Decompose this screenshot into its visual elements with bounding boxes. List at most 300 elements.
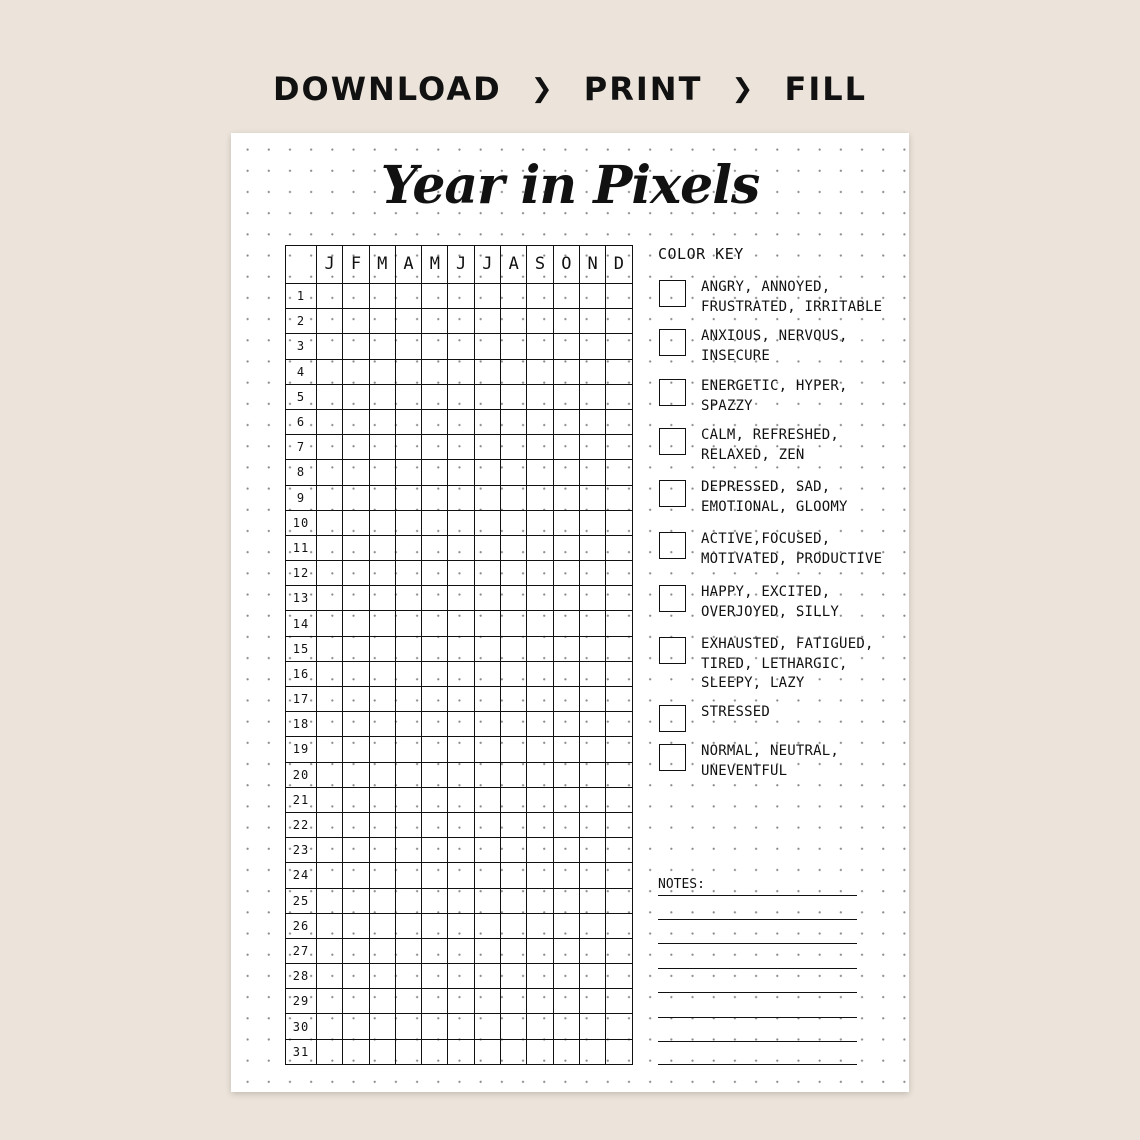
pixel-cell[interactable] [527, 989, 553, 1014]
pixel-cell[interactable] [527, 384, 553, 409]
pixel-cell[interactable] [343, 812, 369, 837]
pixel-cell[interactable] [527, 938, 553, 963]
pixel-cell[interactable] [317, 1014, 343, 1039]
pixel-cell[interactable] [369, 284, 395, 309]
pixel-cell[interactable] [474, 838, 500, 863]
pixel-cell[interactable] [448, 384, 474, 409]
pixel-cell[interactable] [317, 661, 343, 686]
pixel-cell[interactable] [553, 334, 579, 359]
pixel-cell[interactable] [501, 838, 527, 863]
pixel-cell[interactable] [474, 284, 500, 309]
pixel-cell[interactable] [474, 409, 500, 434]
pixel-cell[interactable] [579, 334, 605, 359]
pixel-cell[interactable] [579, 964, 605, 989]
pixel-cell[interactable] [448, 1014, 474, 1039]
pixel-cell[interactable] [579, 586, 605, 611]
pixel-cell[interactable] [369, 812, 395, 837]
pixel-cell[interactable] [606, 913, 632, 938]
pixel-cell[interactable] [501, 409, 527, 434]
pixel-cell[interactable] [553, 586, 579, 611]
pixel-cell[interactable] [501, 989, 527, 1014]
pixel-cell[interactable] [474, 687, 500, 712]
pixel-cell[interactable] [501, 661, 527, 686]
pixel-cell[interactable] [369, 611, 395, 636]
pixel-cell[interactable] [343, 863, 369, 888]
pixel-cell[interactable] [369, 510, 395, 535]
pixel-cell[interactable] [606, 309, 632, 334]
pixel-cell[interactable] [422, 636, 448, 661]
pixel-cell[interactable] [395, 636, 421, 661]
pixel-cell[interactable] [422, 309, 448, 334]
pixel-cell[interactable] [448, 762, 474, 787]
notes-line[interactable] [658, 968, 857, 969]
pixel-cell[interactable] [369, 309, 395, 334]
pixel-cell[interactable] [579, 762, 605, 787]
pixel-cell[interactable] [527, 1014, 553, 1039]
color-swatch-box[interactable] [659, 480, 686, 507]
pixel-cell[interactable] [474, 435, 500, 460]
pixel-cell[interactable] [395, 384, 421, 409]
pixel-cell[interactable] [527, 964, 553, 989]
pixel-cell[interactable] [448, 838, 474, 863]
pixel-cell[interactable] [553, 435, 579, 460]
pixel-cell[interactable] [369, 561, 395, 586]
pixel-cell[interactable] [527, 1039, 553, 1064]
pixel-cell[interactable] [395, 485, 421, 510]
pixel-cell[interactable] [343, 611, 369, 636]
pixel-cell[interactable] [317, 964, 343, 989]
pixel-cell[interactable] [474, 1014, 500, 1039]
pixel-cell[interactable] [553, 812, 579, 837]
pixel-cell[interactable] [422, 334, 448, 359]
pixel-cell[interactable] [606, 384, 632, 409]
pixel-cell[interactable] [317, 284, 343, 309]
pixel-cell[interactable] [527, 510, 553, 535]
pixel-cell[interactable] [448, 812, 474, 837]
pixel-cell[interactable] [579, 989, 605, 1014]
pixel-cell[interactable] [527, 863, 553, 888]
notes-line[interactable] [658, 1064, 857, 1065]
color-swatch-box[interactable] [659, 705, 686, 732]
pixel-cell[interactable] [422, 384, 448, 409]
pixel-cell[interactable] [606, 409, 632, 434]
pixel-cell[interactable] [448, 938, 474, 963]
pixel-cell[interactable] [606, 334, 632, 359]
pixel-cell[interactable] [553, 561, 579, 586]
pixel-cell[interactable] [606, 989, 632, 1014]
pixel-cell[interactable] [448, 535, 474, 560]
pixel-cell[interactable] [527, 888, 553, 913]
pixel-cell[interactable] [395, 787, 421, 812]
pixel-cell[interactable] [395, 561, 421, 586]
pixel-cell[interactable] [606, 838, 632, 863]
pixel-cell[interactable] [474, 359, 500, 384]
pixel-cell[interactable] [527, 661, 553, 686]
pixel-cell[interactable] [474, 888, 500, 913]
pixel-cell[interactable] [527, 535, 553, 560]
pixel-cell[interactable] [369, 535, 395, 560]
pixel-cell[interactable] [369, 762, 395, 787]
pixel-cell[interactable] [501, 611, 527, 636]
pixel-cell[interactable] [395, 913, 421, 938]
pixel-cell[interactable] [501, 636, 527, 661]
pixel-cell[interactable] [501, 712, 527, 737]
pixel-cell[interactable] [606, 812, 632, 837]
pixel-cell[interactable] [448, 1039, 474, 1064]
pixel-cell[interactable] [395, 284, 421, 309]
pixel-cell[interactable] [343, 409, 369, 434]
pixel-cell[interactable] [501, 1039, 527, 1064]
pixel-cell[interactable] [422, 913, 448, 938]
pixel-cell[interactable] [343, 687, 369, 712]
pixel-cell[interactable] [317, 737, 343, 762]
pixel-cell[interactable] [448, 913, 474, 938]
pixel-cell[interactable] [553, 535, 579, 560]
pixel-cell[interactable] [343, 309, 369, 334]
pixel-cell[interactable] [579, 460, 605, 485]
pixel-cell[interactable] [317, 611, 343, 636]
pixel-cell[interactable] [369, 636, 395, 661]
pixel-cell[interactable] [395, 838, 421, 863]
pixel-cell[interactable] [553, 460, 579, 485]
pixel-cell[interactable] [422, 863, 448, 888]
pixel-cell[interactable] [553, 359, 579, 384]
pixel-cell[interactable] [422, 561, 448, 586]
pixel-cell[interactable] [474, 384, 500, 409]
pixel-cell[interactable] [553, 485, 579, 510]
pixel-cell[interactable] [343, 661, 369, 686]
pixel-cell[interactable] [606, 1039, 632, 1064]
pixel-cell[interactable] [501, 913, 527, 938]
pixel-cell[interactable] [317, 561, 343, 586]
pixel-cell[interactable] [317, 989, 343, 1014]
pixel-cell[interactable] [474, 964, 500, 989]
pixel-cell[interactable] [448, 989, 474, 1014]
pixel-cell[interactable] [606, 787, 632, 812]
pixel-cell[interactable] [474, 636, 500, 661]
pixel-cell[interactable] [395, 334, 421, 359]
pixel-cell[interactable] [579, 384, 605, 409]
pixel-cell[interactable] [553, 964, 579, 989]
pixel-cell[interactable] [579, 712, 605, 737]
pixel-cell[interactable] [579, 611, 605, 636]
pixel-cell[interactable] [317, 309, 343, 334]
notes-line[interactable] [658, 919, 857, 920]
pixel-cell[interactable] [527, 712, 553, 737]
pixel-cell[interactable] [553, 863, 579, 888]
pixel-cell[interactable] [579, 284, 605, 309]
pixel-cell[interactable] [474, 737, 500, 762]
pixel-cell[interactable] [317, 1039, 343, 1064]
pixel-cell[interactable] [395, 586, 421, 611]
pixel-cell[interactable] [422, 787, 448, 812]
pixel-cell[interactable] [317, 460, 343, 485]
pixel-cell[interactable] [369, 1039, 395, 1064]
pixel-cell[interactable] [422, 1014, 448, 1039]
pixel-cell[interactable] [474, 989, 500, 1014]
pixel-cell[interactable] [448, 359, 474, 384]
pixel-cell[interactable] [501, 586, 527, 611]
pixel-cell[interactable] [474, 913, 500, 938]
pixel-cell[interactable] [579, 535, 605, 560]
pixel-cell[interactable] [369, 938, 395, 963]
pixel-cell[interactable] [553, 636, 579, 661]
color-swatch-box[interactable] [659, 585, 686, 612]
pixel-cell[interactable] [474, 938, 500, 963]
pixel-cell[interactable] [317, 586, 343, 611]
pixel-cell[interactable] [395, 409, 421, 434]
pixel-cell[interactable] [395, 737, 421, 762]
pixel-cell[interactable] [317, 510, 343, 535]
pixel-cell[interactable] [579, 561, 605, 586]
pixel-cell[interactable] [448, 284, 474, 309]
pixel-cell[interactable] [317, 913, 343, 938]
pixel-cell[interactable] [422, 409, 448, 434]
pixel-cell[interactable] [422, 510, 448, 535]
pixel-cell[interactable] [343, 535, 369, 560]
pixel-cell[interactable] [422, 989, 448, 1014]
pixel-cell[interactable] [606, 938, 632, 963]
pixel-cell[interactable] [395, 687, 421, 712]
pixel-cell[interactable] [527, 586, 553, 611]
pixel-cell[interactable] [343, 636, 369, 661]
pixel-cell[interactable] [422, 586, 448, 611]
pixel-cell[interactable] [553, 309, 579, 334]
pixel-cell[interactable] [395, 863, 421, 888]
pixel-cell[interactable] [395, 812, 421, 837]
pixel-cell[interactable] [579, 435, 605, 460]
pixel-cell[interactable] [343, 1014, 369, 1039]
pixel-cell[interactable] [369, 485, 395, 510]
pixel-cell[interactable] [474, 611, 500, 636]
pixel-cell[interactable] [343, 510, 369, 535]
pixel-cell[interactable] [579, 1039, 605, 1064]
pixel-cell[interactable] [369, 661, 395, 686]
pixel-cell[interactable] [579, 938, 605, 963]
pixel-cell[interactable] [606, 611, 632, 636]
pixel-cell[interactable] [422, 661, 448, 686]
pixel-cell[interactable] [369, 888, 395, 913]
pixel-cell[interactable] [369, 1014, 395, 1039]
pixel-cell[interactable] [501, 938, 527, 963]
pixel-cell[interactable] [606, 964, 632, 989]
pixel-cell[interactable] [343, 561, 369, 586]
pixel-cell[interactable] [579, 687, 605, 712]
pixel-cell[interactable] [527, 309, 553, 334]
pixel-cell[interactable] [527, 762, 553, 787]
pixel-cell[interactable] [474, 1039, 500, 1064]
pixel-cell[interactable] [369, 409, 395, 434]
pixel-cell[interactable] [579, 838, 605, 863]
pixel-cell[interactable] [606, 435, 632, 460]
pixel-cell[interactable] [474, 535, 500, 560]
pixel-cell[interactable] [448, 460, 474, 485]
pixel-cell[interactable] [422, 460, 448, 485]
color-swatch-box[interactable] [659, 532, 686, 559]
pixel-cell[interactable] [553, 787, 579, 812]
pixel-cell[interactable] [395, 661, 421, 686]
pixel-cell[interactable] [369, 359, 395, 384]
notes-line[interactable] [658, 895, 857, 896]
pixel-cell[interactable] [448, 409, 474, 434]
pixel-cell[interactable] [606, 737, 632, 762]
pixel-cell[interactable] [527, 737, 553, 762]
pixel-cell[interactable] [527, 460, 553, 485]
pixel-cell[interactable] [474, 812, 500, 837]
pixel-cell[interactable] [474, 561, 500, 586]
pixel-cell[interactable] [474, 762, 500, 787]
pixel-cell[interactable] [527, 913, 553, 938]
pixel-cell[interactable] [317, 636, 343, 661]
notes-line[interactable] [658, 1017, 857, 1018]
pixel-cell[interactable] [553, 384, 579, 409]
pixel-cell[interactable] [422, 888, 448, 913]
pixel-cell[interactable] [501, 460, 527, 485]
pixel-cell[interactable] [474, 309, 500, 334]
pixel-cell[interactable] [501, 359, 527, 384]
pixel-cell[interactable] [527, 687, 553, 712]
pixel-cell[interactable] [579, 409, 605, 434]
pixel-cell[interactable] [422, 611, 448, 636]
pixel-cell[interactable] [527, 838, 553, 863]
pixel-cell[interactable] [422, 535, 448, 560]
pixel-cell[interactable] [395, 460, 421, 485]
pixel-cell[interactable] [579, 636, 605, 661]
pixel-cell[interactable] [369, 586, 395, 611]
pixel-cell[interactable] [579, 510, 605, 535]
pixel-cell[interactable] [343, 712, 369, 737]
pixel-cell[interactable] [343, 888, 369, 913]
pixel-cell[interactable] [395, 1014, 421, 1039]
pixel-cell[interactable] [369, 384, 395, 409]
pixel-cell[interactable] [579, 485, 605, 510]
pixel-cell[interactable] [343, 586, 369, 611]
pixel-cell[interactable] [606, 863, 632, 888]
pixel-cell[interactable] [343, 913, 369, 938]
pixel-cell[interactable] [448, 586, 474, 611]
pixel-cell[interactable] [606, 888, 632, 913]
pixel-cell[interactable] [317, 334, 343, 359]
pixel-cell[interactable] [422, 737, 448, 762]
pixel-cell[interactable] [553, 611, 579, 636]
pixel-cell[interactable] [317, 888, 343, 913]
pixel-cell[interactable] [369, 863, 395, 888]
pixel-cell[interactable] [317, 787, 343, 812]
pixel-cell[interactable] [343, 1039, 369, 1064]
pixel-cell[interactable] [606, 510, 632, 535]
pixel-cell[interactable] [395, 964, 421, 989]
pixel-cell[interactable] [579, 787, 605, 812]
pixel-cell[interactable] [501, 284, 527, 309]
pixel-cell[interactable] [369, 712, 395, 737]
pixel-cell[interactable] [527, 812, 553, 837]
pixel-cell[interactable] [527, 284, 553, 309]
pixel-cell[interactable] [501, 687, 527, 712]
pixel-cell[interactable] [606, 535, 632, 560]
pixel-cell[interactable] [579, 863, 605, 888]
pixel-cell[interactable] [422, 284, 448, 309]
pixel-cell[interactable] [553, 888, 579, 913]
pixel-cell[interactable] [369, 787, 395, 812]
pixel-cell[interactable] [474, 787, 500, 812]
pixel-cell[interactable] [369, 737, 395, 762]
pixel-cell[interactable] [579, 888, 605, 913]
pixel-cell[interactable] [501, 737, 527, 762]
pixel-cell[interactable] [369, 687, 395, 712]
pixel-cell[interactable] [501, 435, 527, 460]
pixel-cell[interactable] [474, 712, 500, 737]
pixel-cell[interactable] [395, 989, 421, 1014]
pixel-cell[interactable] [422, 687, 448, 712]
pixel-cell[interactable] [317, 409, 343, 434]
pixel-cell[interactable] [343, 485, 369, 510]
pixel-cell[interactable] [317, 863, 343, 888]
pixel-cell[interactable] [395, 938, 421, 963]
pixel-cell[interactable] [553, 989, 579, 1014]
notes-line[interactable] [658, 1041, 857, 1042]
pixel-cell[interactable] [448, 611, 474, 636]
pixel-cell[interactable] [317, 712, 343, 737]
pixel-cell[interactable] [343, 284, 369, 309]
color-swatch-box[interactable] [659, 329, 686, 356]
pixel-cell[interactable] [606, 661, 632, 686]
pixel-cell[interactable] [501, 863, 527, 888]
pixel-cell[interactable] [606, 485, 632, 510]
pixel-cell[interactable] [579, 1014, 605, 1039]
pixel-cell[interactable] [448, 863, 474, 888]
pixel-cell[interactable] [395, 1039, 421, 1064]
pixel-cell[interactable] [501, 762, 527, 787]
pixel-cell[interactable] [606, 460, 632, 485]
pixel-cell[interactable] [395, 510, 421, 535]
pixel-cell[interactable] [343, 938, 369, 963]
pixel-cell[interactable] [474, 485, 500, 510]
pixel-cell[interactable] [317, 812, 343, 837]
pixel-cell[interactable] [527, 787, 553, 812]
pixel-cell[interactable] [474, 460, 500, 485]
pixel-cell[interactable] [448, 787, 474, 812]
notes-line[interactable] [658, 992, 857, 993]
pixel-cell[interactable] [606, 636, 632, 661]
pixel-cell[interactable] [527, 435, 553, 460]
pixel-cell[interactable] [395, 535, 421, 560]
pixel-cell[interactable] [474, 586, 500, 611]
pixel-cell[interactable] [343, 762, 369, 787]
pixel-cell[interactable] [422, 964, 448, 989]
color-swatch-box[interactable] [659, 280, 686, 307]
pixel-cell[interactable] [369, 989, 395, 1014]
pixel-cell[interactable] [553, 938, 579, 963]
pixel-cell[interactable] [448, 636, 474, 661]
pixel-cell[interactable] [527, 334, 553, 359]
pixel-cell[interactable] [317, 359, 343, 384]
pixel-cell[interactable] [395, 309, 421, 334]
pixel-cell[interactable] [448, 561, 474, 586]
pixel-cell[interactable] [317, 485, 343, 510]
pixel-cell[interactable] [395, 712, 421, 737]
pixel-cell[interactable] [474, 334, 500, 359]
pixel-cell[interactable] [553, 762, 579, 787]
pixel-cell[interactable] [553, 687, 579, 712]
pixel-cell[interactable] [553, 510, 579, 535]
color-swatch-box[interactable] [659, 379, 686, 406]
pixel-cell[interactable] [448, 687, 474, 712]
pixel-cell[interactable] [501, 510, 527, 535]
pixel-cell[interactable] [448, 435, 474, 460]
pixel-cell[interactable] [448, 888, 474, 913]
color-swatch-box[interactable] [659, 637, 686, 664]
pixel-cell[interactable] [527, 485, 553, 510]
